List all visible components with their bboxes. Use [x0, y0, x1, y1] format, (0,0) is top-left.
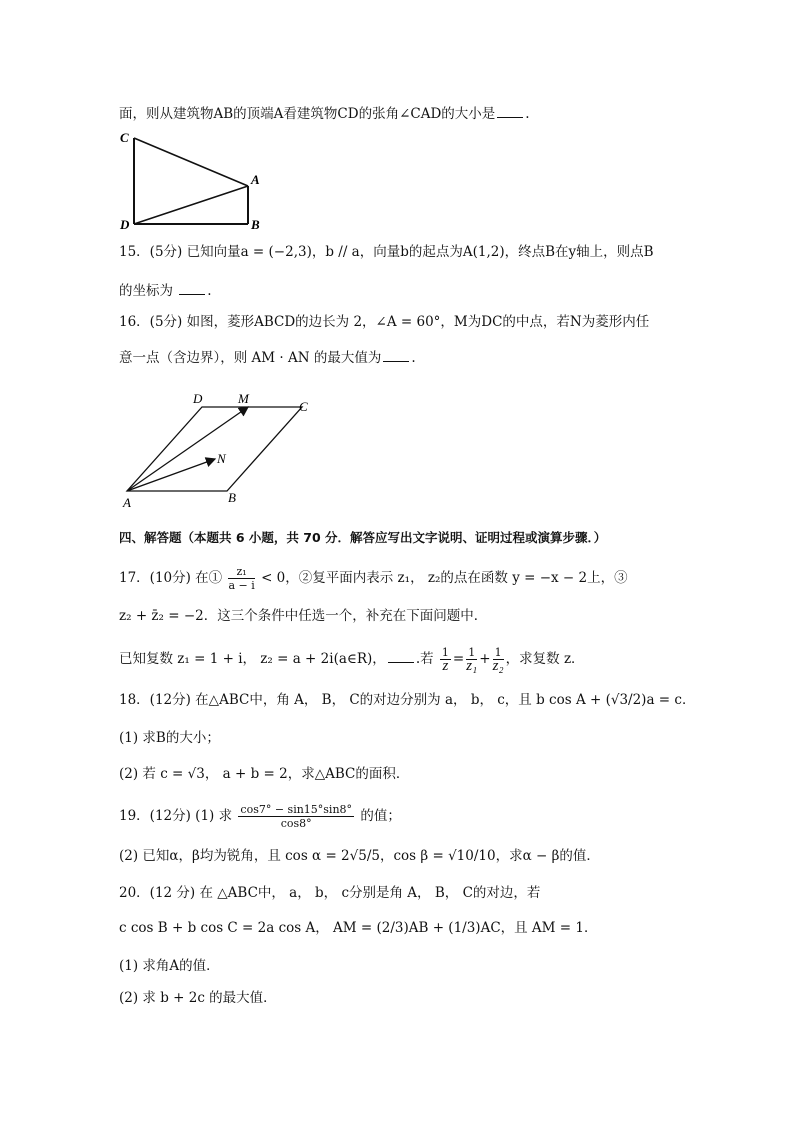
- q15-text: 15．(5分) 已知向量a = (−2,3)，b // a，向量b的起点为A(1,2)，终点B在y轴上，则点B: [119, 244, 654, 260]
- q18-part2: (2) 若 c = √3， a + b = 2，求△ABC的面积．: [119, 766, 410, 782]
- q19-prefix: 19．(12分) (1) 求: [119, 808, 233, 824]
- q19-fraction: [238, 803, 354, 830]
- q19-part2: (2) 已知α，β均为锐角，且 cos α = 2√5/5，cos β = √10/10，求α − β的值．: [119, 848, 600, 864]
- section-heading: 四、解答题（本题共 6 小题，共 70 分．解答应写出文字说明、证明过程或演算步骤．）: [119, 530, 607, 545]
- answer-blank: [497, 105, 523, 118]
- label-B: B: [251, 217, 260, 232]
- q16-text: 16．(5分) 如图，菱形ABCD的边长为 2，∠A = 60°，M为DC的中点，若N为菱形内任: [119, 314, 650, 330]
- q14-end: .: [525, 106, 530, 122]
- q14-tail: [119, 104, 530, 124]
- q18-line1: [119, 690, 695, 710]
- q17-fraction: [228, 565, 254, 592]
- q18-text: 18．(12分) 在△ABC中，角 A， B， C的对边分别为 a， b， c，且 b cos A + (√3/2)a = c．: [119, 692, 696, 708]
- label-A: A: [251, 172, 260, 187]
- q17-frac-num: z₁: [228, 565, 254, 579]
- answer-blank: [179, 282, 205, 295]
- q17-mid: .若: [415, 651, 434, 667]
- q17-frac-1z2: $\frac{1}{\text{z₂}}$: [492, 646, 504, 674]
- q20-part1: (1) 求角A的值．: [119, 958, 220, 974]
- rhombus-figure: [115, 388, 335, 513]
- q17-line3: 已知复数 z₁ = 1 + i， z₂ = a + 2i(a∈R)， .若 $\frac{1}{z}$ = $\frac{1}{\text{z₁}}$ + $\frac{1}{\text{z₂}}$ ，求复数 z．: [119, 646, 585, 674]
- q19-post: 的值；: [360, 808, 401, 824]
- q19-frac-num: cos7° − sin15°sin8°: [240, 803, 353, 816]
- building-figure: [115, 128, 275, 233]
- label-B: B: [228, 490, 236, 505]
- q17-frac-den: a − i: [228, 579, 255, 592]
- q17-prefix: 17．(10分) 在①: [119, 570, 223, 586]
- q19-line1: [119, 803, 401, 830]
- label-N: N: [217, 451, 226, 466]
- q17-frac-1z: $\frac{1}{z}$: [441, 646, 449, 674]
- q17-post3: ，求复数 z．: [505, 651, 585, 667]
- label-C: C: [299, 399, 308, 414]
- label-D: D: [120, 217, 130, 232]
- q20-line1: 20．(12 分) 在 △ABC中， a， b， c分别是角 A， B， C的对边，若: [119, 885, 541, 901]
- q16-line1: [119, 312, 649, 332]
- q14-text: 面，则从建筑物AB的顶端A看建筑物CD的张角∠CAD的大小是: [119, 106, 496, 122]
- q16-line2: [119, 348, 416, 368]
- q15-end: .: [207, 283, 212, 299]
- q17-text3: 已知复数 z₁ = 1 + i， z₂ = a + 2i(a∈R)，: [119, 651, 386, 667]
- q17-post: < 0，②复平面内表示 z₁， z₂的点在函数 y = −x − 2上，③: [261, 570, 628, 586]
- q17-line1: [119, 565, 628, 592]
- q17-line2: [119, 606, 487, 626]
- q20-part2: (2) 求 b + 2c 的最大值．: [119, 990, 277, 1006]
- q15-text2: 的坐标为: [119, 283, 173, 299]
- label-M: M: [238, 391, 249, 406]
- label-D: D: [193, 391, 203, 406]
- label-A: A: [123, 495, 131, 510]
- answer-blank: [388, 650, 414, 663]
- q17-frac-1z1: $\frac{1}{\text{z₁}}$: [466, 646, 478, 674]
- q15-line2: [119, 281, 212, 301]
- q16-end: .: [411, 350, 416, 366]
- q16-text2: 意一点（含边界），则 AM · AN 的最大值为: [119, 350, 382, 366]
- q17-text2: z₂ + z̄₂ = −2．这三个条件中任选一个，补充在下面问题中．: [119, 608, 488, 624]
- q15-line1: [119, 242, 654, 262]
- q19-frac-den: cos8°: [280, 817, 312, 830]
- q18-part1: (1) 求B的大小；: [119, 730, 220, 746]
- label-C: C: [120, 130, 129, 145]
- answer-blank: [383, 349, 409, 362]
- q20-line2: c cos B + b cos C = 2a cos A， AM = (2/3)AB + (1/3)AC，且 AM = 1．: [119, 920, 598, 936]
